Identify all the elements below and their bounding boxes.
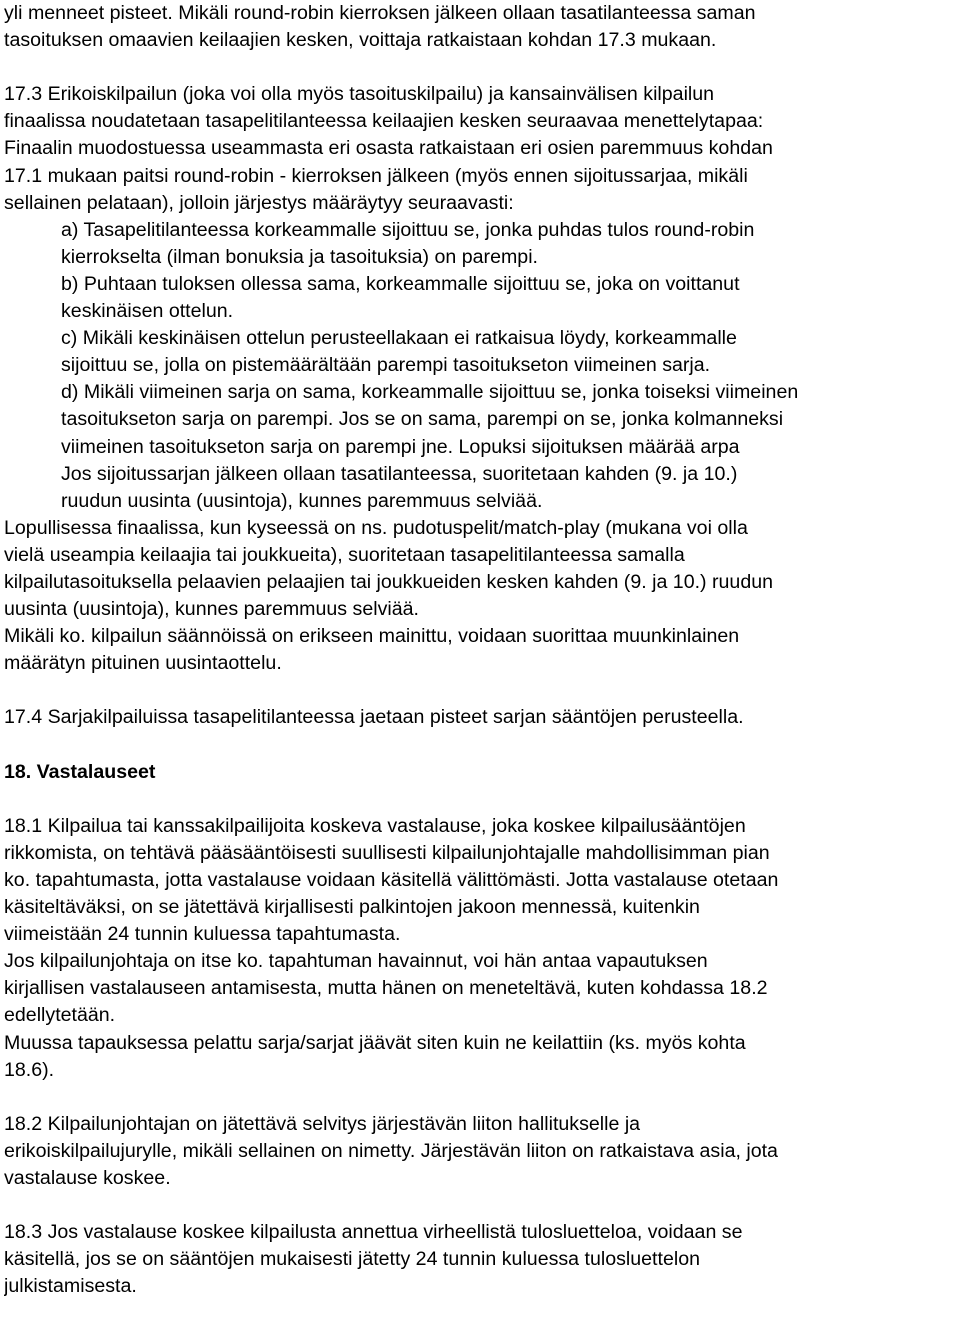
text-line: c) Mikäli keskinäisen ottelun perusteellakaan ei ratkaisua löydy, korkeammalle: [61, 327, 737, 350]
text-line: käsitellä, jos se on sääntöjen mukaisesti jätetty 24 tunnin kuluessa tulosluettelon: [4, 1248, 700, 1271]
text-line: vielä useampia keilaajia tai joukkueita), suoritetaan tasapelitilanteessa samalla: [4, 543, 685, 566]
text-line: a) Tasapelitilanteessa korkeammalle sijoittuu se, jonka puhdas tulos round-robin: [61, 218, 755, 241]
text-line: sellainen pelataan), jolloin järjestys määräytyy seuraavasti:: [4, 191, 514, 214]
text-line: Lopullisessa finaalissa, kun kyseessä on ns. pudotuspelit/match-play (mukana voi olla: [4, 516, 748, 539]
paragraph-gap: [4, 54, 954, 81]
paragraph-gap: [4, 786, 954, 813]
text-line: Muussa tapauksessa pelattu sarja/sarjat jäävät siten kuin ne keilattiin (ks. myös kohta: [4, 1031, 746, 1054]
text-line: vastalause koskee.: [4, 1167, 171, 1190]
paragraph-gap: [4, 1084, 954, 1111]
text-line: Finaalin muodostuessa useammasta eri osasta ratkaistaan eri osien paremmuus kohdan: [4, 137, 773, 160]
document-page: [4, 0, 954, 1301]
text-line: viimeistään 24 tunnin kuluessa tapahtumasta.: [4, 923, 401, 946]
text-line: rikkomista, on tehtävä pääsääntöisesti suullisesti kilpailunjohtajalle mahdollisimman pian: [4, 841, 770, 864]
text-line: 18.6).: [4, 1058, 55, 1081]
text-line: erikoiskilpailujurylle, mikäli sellainen on nimetty. Järjestävän liiton on ratkaistava asia, jota: [4, 1139, 778, 1162]
text-line: b) Puhtaan tuloksen ollessa sama, korkeammalle sijoittuu se, joka on voittanut: [61, 272, 740, 295]
section-heading: 18. Vastalauseet: [4, 760, 156, 783]
text-line: määrätyn pituinen uusintaottelu.: [4, 652, 282, 675]
text-line: keskinäisen ottelun.: [61, 300, 234, 323]
text-line: Jos sijoitussarjan jälkeen ollaan tasatilanteessa, suoritetaan kahden (9. ja 10.): [61, 462, 738, 485]
text-line: d) Mikäli viimeinen sarja on sama, korkeammalle sijoittuu se, jonka toiseksi viimeinen: [61, 381, 799, 404]
text-line: kierrokselta (ilman bonuksia ja tasoituksia) on parempi.: [61, 245, 538, 268]
text-line: edellytetään.: [4, 1004, 116, 1027]
paragraph-gap: [4, 732, 954, 759]
text-line: sijoittuu se, jolla on pistemäärältään parempi tasoitukseton viimeinen sarja.: [61, 354, 711, 377]
text-line: 17.3 Erikoiskilpailun (joka voi olla myös tasoituskilpailu) ja kansainvälisen kilpailun: [4, 83, 715, 106]
text-line: 18.3 Jos vastalause koskee kilpailusta annettua virheellistä tulosluetteloa, voidaan se: [4, 1221, 743, 1244]
paragraph-gap: [4, 1192, 954, 1219]
text-line: finaalissa noudatetaan tasapelitilanteessa keilaajien kesken seuraavaa menettelytapaa:: [4, 110, 764, 133]
text-line: ko. tapahtumasta, jotta vastalause voidaan käsitellä välittömästi. Jotta vastalause otetaan: [4, 869, 779, 891]
text-line: 18.1 Kilpailua tai kanssakilpailijoita koskeva vastalause, joka koskee kilpailusääntöjen: [4, 814, 746, 837]
text-line: tasoitukseton sarja on parempi. Jos se on sama, parempi on se, jonka kolmanneksi: [61, 408, 784, 431]
text-line: julkistamisesta.: [4, 1275, 137, 1298]
text-line: Mikäli ko. kilpailun säännöissä on erikseen mainittu, voidaan suorittaa muunkinlainen: [4, 625, 740, 648]
text-line: ruudun uusinta (uusintoja), kunnes paremmuus selviää.: [61, 489, 543, 512]
text-line: 17.4 Sarjakilpailuissa tasapelitilanteessa jaetaan pisteet sarjan sääntöjen perusteella.: [4, 706, 744, 729]
text-line: uusinta (uusintoja), kunnes paremmuus selviää.: [4, 598, 419, 621]
text-line: käsiteltäväksi, on se jätettävä kirjallisesti palkintojen jakoon mennessä, kuitenkin: [4, 896, 700, 919]
paragraph-gap: [4, 677, 954, 704]
text-line: tasoituksen omaavien keilaajien kesken, voittaja ratkaistaan kohdan 17.3 mukaan.: [4, 29, 717, 52]
text-line: 18.2 Kilpailunjohtajan on jätettävä selvitys järjestävän liiton hallitukselle ja: [4, 1112, 641, 1135]
text-line: Jos kilpailunjohtaja on itse ko. tapahtuman havainnut, voi hän antaa vapautuksen: [4, 950, 708, 973]
text-line: yli menneet pisteet. Mikäli round-robin kierroksen jälkeen ollaan tasatilanteessa saman: [4, 2, 756, 24]
text-line: kirjallisen vastalauseen antamisesta, mutta hänen on meneteltävä, kuten kohdassa 18.2: [4, 977, 768, 1000]
text-line: 17.1 mukaan paitsi round-robin - kierroksen jälkeen (myös ennen sijoitussarjaa, mikäli: [4, 164, 748, 187]
text-line: kilpailutasoituksella pelaavien pelaajien tai joukkueiden kesken kahden (9. ja 10.) ruudun: [4, 570, 774, 593]
text-line: viimeinen tasoitukseton sarja on parempi jne. Lopuksi sijoituksen määrää arpa: [61, 435, 740, 458]
